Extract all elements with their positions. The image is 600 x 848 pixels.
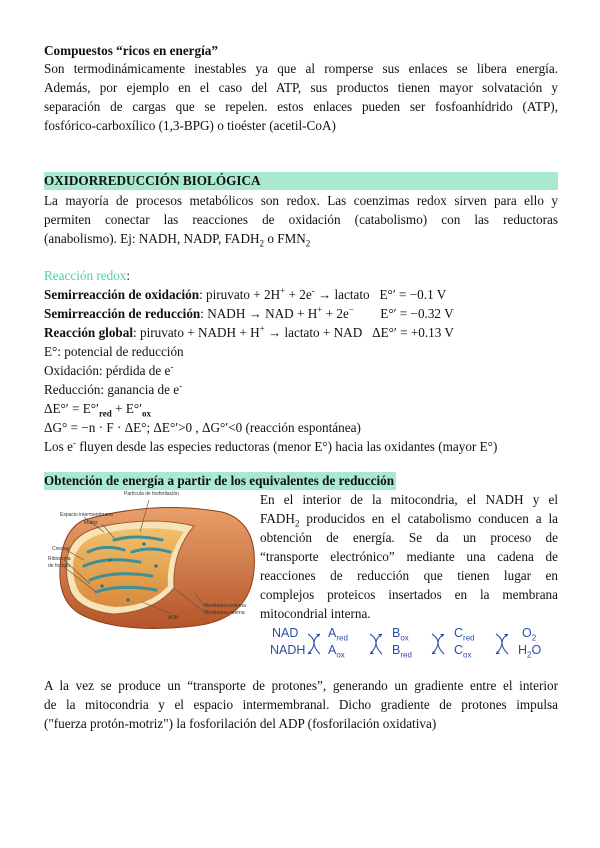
def-reduccion: Reducción: ganancia de e-: [44, 380, 183, 397]
def-flow: Los e- fluyen desde las especies reductoras (menor E°) hacia las oxidantes (mayor E°): [44, 437, 498, 454]
section3-right-5: reacciones de reducción que tienen lugar en: [260, 568, 558, 583]
section3-right-2: $FADH_2$ producidos en el catabolismo conducen a la: [260, 511, 558, 529]
section3-right-1: En el interior de la mitocondria, el NADH y el: [260, 492, 558, 507]
reaction-oxidation: Semirreacción de oxidación: piruvato + 2H+ + 2e- → lactato E°′ = −0.1 V: [44, 285, 447, 302]
section1-line-3: separación de cargas que se repelen. estos enlaces pueden ser fosfoanhídrido (ATP),: [44, 99, 558, 114]
fig-label-matriz: Matriz: [84, 520, 98, 526]
fig-label-fosfato: de fosfato: [48, 563, 70, 569]
chain-b-red: $B_{red}$: [392, 643, 412, 660]
fig-label-mem-ext: Membrana externa: [204, 603, 246, 609]
chain-o2: $O_2$: [522, 626, 537, 643]
def-oxidacion: Oxidación: pérdida de e-: [44, 361, 174, 378]
chain-c-red: $C_{red}$: [454, 626, 475, 643]
section1-line-4: fosfórico-carboxílico (1,3-BPG) o tioéster (acetil-CoA): [44, 118, 336, 133]
chain-nad: NAD: [272, 626, 299, 640]
def-delta-g: ΔG° = −n · F · ΔE°; ΔE°′>0 , ΔG°′<0 (reacción espontánea): [44, 420, 361, 435]
fig-label-adn: ADN: [168, 615, 179, 621]
section1-line-1: Son termodinámicamente inestables ya que al romperse sus enlaces se libera energía.: [44, 61, 558, 76]
chain-nadh: NADH: [270, 643, 306, 657]
chain-a-red: $A_{red}$: [328, 626, 348, 643]
section3-right-3: obtención de energía. Se da un proceso de: [260, 530, 558, 545]
section1-title: Compuestos “ricos en energía”: [44, 43, 218, 58]
section3-bottom-1: A la vez se produce un “transporte de protones”, generando un gradiente entre el interior: [44, 678, 558, 693]
redox-subtitle: Reacción redox:: [44, 268, 131, 283]
electron-chain-diagram: [270, 624, 560, 664]
fig-label-ribosoma: Ribosoma: [48, 556, 71, 562]
section2-line-2: permiten conectar las reacciones de oxidación (catabolismo) con las reductoras: [44, 212, 558, 227]
section3-bottom-2: de la mitocondria y el espacio intermembranal. Dicho gradiente de protones impulsa: [44, 697, 558, 712]
reaction-global: Reacción global: piruvato + NADH + H+ → lactato + NAD ΔE°′ = +0.13 V: [44, 323, 454, 340]
section2-line-1: La mayoría de procesos metabólicos son redox. Las coenzimas redox sirven para ello y: [44, 193, 558, 208]
section3-right-7: mitocondrial interna.: [260, 606, 371, 621]
section3-right-4: “transporte electrónico” mediante una cadena de: [260, 549, 558, 564]
section2-title: OXIDORREDUCCIÓN BIOLÓGICA: [44, 172, 558, 190]
fig-label-mem-int: Membrana interna: [204, 610, 245, 616]
mitochondria-figure: [44, 492, 258, 634]
section3-right-6: complejos proteicos insertados en la membrana: [260, 587, 558, 602]
fig-label-crestas: Crestas: [52, 546, 70, 552]
section3-title: Obtención de energía a partir de los equivalentes de reducción: [44, 473, 395, 488]
fig-label-espacio: Espacio intermembrana: [60, 512, 113, 518]
def-delta-e: $\Delta E^\circ' = E^\circ'_{red} + E^\circ'_{ox}$: [44, 401, 152, 419]
reaction-reduction: Semirreacción de reducción: NADH → NAD + H+ + 2e− E°′ = −0.32 V: [44, 304, 454, 321]
chain-b-ox: $B_{ox}$: [392, 626, 409, 643]
chain-h2o: $H_2O$: [518, 643, 542, 660]
chain-c-ox: $C_{ox}$: [454, 643, 472, 660]
section3-bottom-3: ("fuerza protón-motriz") la fosforilación del ADP (fosforilación oxidativa): [44, 716, 437, 731]
section1-line-2: Además, por ejemplo en el caso del ATP, sus productos tienen mayor solvatación y: [44, 80, 558, 95]
chain-a-ox: $A_{ox}$: [328, 643, 345, 660]
section2-line-3: (anabolismo). Ej: NADH, NADP, $FADH_2$ o $FMN_2$: [44, 231, 311, 249]
def-e0: E°: potencial de reducción: [44, 344, 184, 359]
fig-label-top: Partícula de fosforilación: [124, 491, 179, 497]
